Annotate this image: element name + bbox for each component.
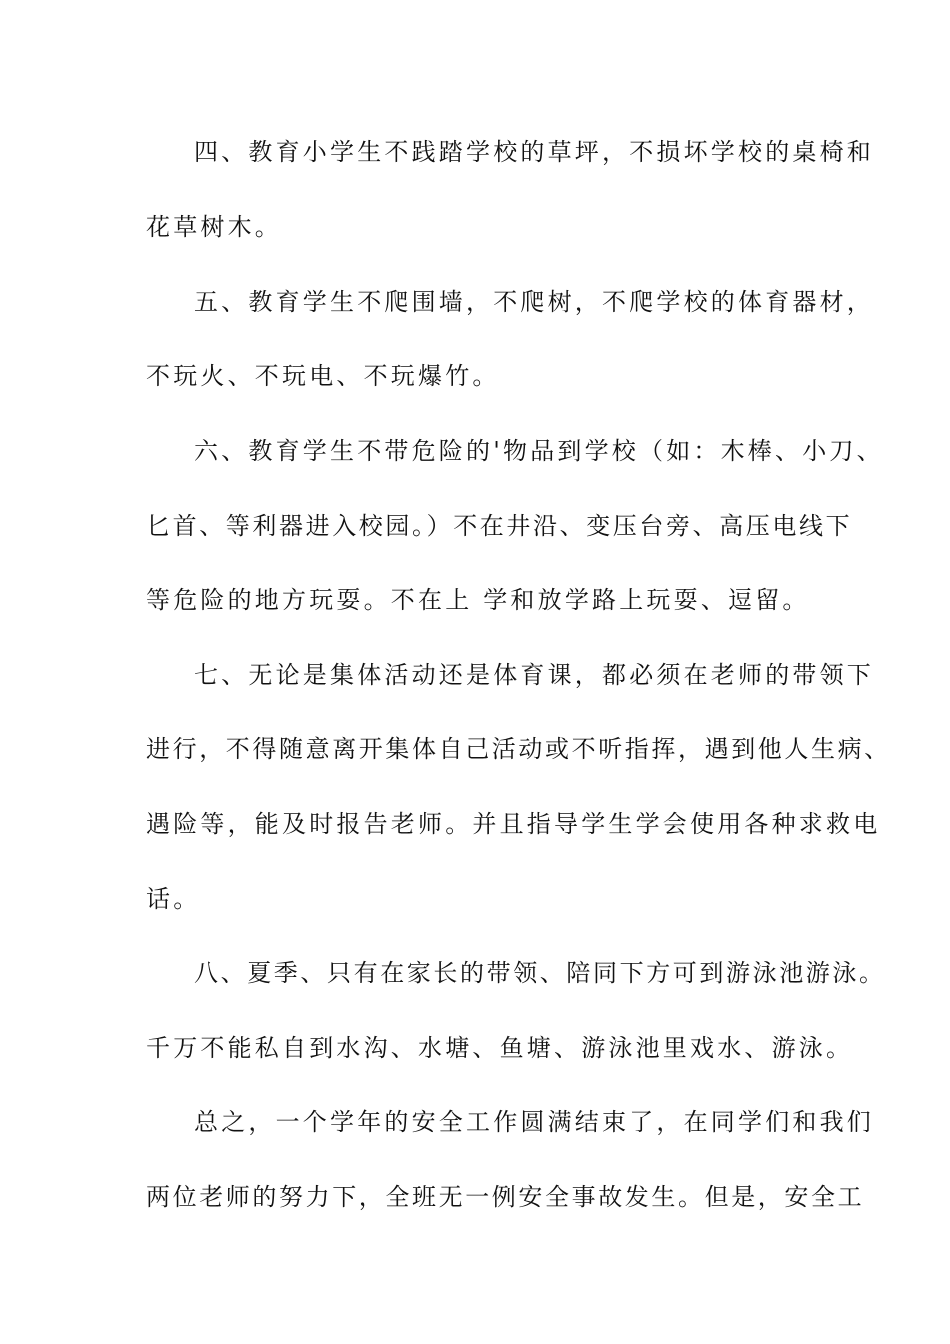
paragraph-6-line-3: 等危险的地方玩耍。不在上 学和放学路上玩耍、逗留。 <box>146 586 810 614</box>
paragraph-5-line-2: 不玩火、不玩电、不玩爆竹。 <box>146 362 500 390</box>
summary-line-2: 两位老师的努力下，全班无一例安全事故发生。但是，安全工 <box>146 1183 865 1211</box>
paragraph-7-line-1: 七、无论是集体活动还是体育课，都必须在老师的带领下 <box>194 661 874 689</box>
paragraph-7-line-3: 遇险等，能及时报告老师。并且指导学生学会使用各种求救电 <box>146 810 881 838</box>
paragraph-8-line-1: 八、夏季、只有在家长的带领、陪同下方可到游泳池游泳。 <box>194 959 886 987</box>
paragraph-4-line-1: 四、教育小学生不践踏学校的草坪，不损坏学校的桌椅和 <box>194 138 874 166</box>
paragraph-6-line-1: 六、教育学生不带危险的'物品到学校（如：木棒、小刀、 <box>194 437 884 465</box>
paragraph-7-line-4: 话。 <box>146 885 201 913</box>
paragraph-6-line-2: 匕首、等利器进入校园。）不在井沿、变压台旁、高压电线下 <box>146 512 853 540</box>
paragraph-7-line-2: 进行，不得随意离开集体自己活动或不听指挥，遇到他人生病、 <box>146 735 891 763</box>
paragraph-4-line-2: 花草树木。 <box>146 213 282 241</box>
paragraph-5-line-1: 五、教育学生不爬围墙，不爬树，不爬学校的体育器材， <box>194 288 874 316</box>
summary-line-1: 总之，一个学年的安全工作圆满结束了，在同学们和我们 <box>194 1108 874 1136</box>
paragraph-8-line-2: 千万不能私自到水沟、水塘、鱼塘、游泳池里戏水、游泳。 <box>146 1034 854 1062</box>
